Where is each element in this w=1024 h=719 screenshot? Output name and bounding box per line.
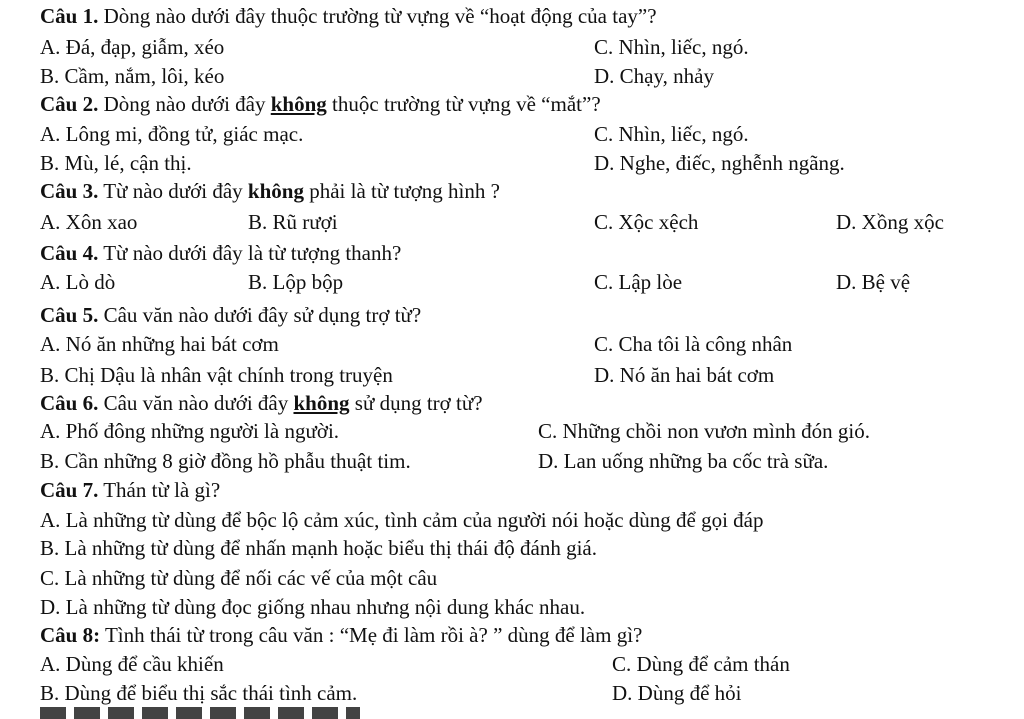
question-2-option-a: A. Lông mi, đồng tử, giác mạc. bbox=[40, 122, 304, 146]
question-1-text: Dòng nào dưới đây thuộc trường từ vựng về “hoạt động của tay”? bbox=[98, 4, 657, 28]
question-3-number: Câu 3. bbox=[40, 179, 99, 203]
question-1-options-row-1 bbox=[40, 34, 1024, 61]
question-7-text: Thán từ là gì? bbox=[98, 478, 221, 502]
question-6-title bbox=[40, 390, 1024, 417]
question-3-options-row bbox=[40, 209, 1024, 236]
question-7-option-b: B. Là những từ dùng để nhấn mạnh hoặc biểu thị thái độ đánh giá. bbox=[40, 536, 597, 560]
question-3-text-pre: Từ nào dưới đây bbox=[98, 179, 248, 203]
question-1-title bbox=[40, 3, 1024, 30]
question-3-option-b: B. Rũ rượi bbox=[248, 210, 338, 234]
question-2-options-row-1 bbox=[40, 121, 1024, 148]
question-7-option-a: A. Là những từ dùng để bộc lộ cảm xúc, tình cảm của người nói hoặc dùng để gọi đáp bbox=[40, 508, 764, 532]
question-1-option-c: C. Nhìn, liếc, ngó. bbox=[594, 35, 749, 59]
question-3-title bbox=[40, 178, 1024, 205]
question-4-option-d: D. Bệ vệ bbox=[836, 270, 911, 294]
question-8-option-a: A. Dùng để cầu khiến bbox=[40, 652, 224, 676]
question-6-text-post: sử dụng trợ từ? bbox=[349, 391, 483, 415]
question-5-option-b: B. Chị Dậu là nhân vật chính trong truyện bbox=[40, 363, 393, 387]
question-6-options-row-1 bbox=[40, 418, 1024, 445]
question-8-options-row-1 bbox=[40, 651, 1024, 678]
question-2-number: Câu 2. bbox=[40, 92, 99, 116]
question-6-options-row-2 bbox=[40, 448, 1024, 475]
question-1-option-b: B. Cầm, nắm, lôi, kéo bbox=[40, 64, 225, 88]
question-5-options-row-1 bbox=[40, 331, 1024, 358]
question-2-options-row-2 bbox=[40, 150, 1024, 177]
question-5-options-row-2 bbox=[40, 362, 1024, 389]
question-3-option-a: A. Xôn xao bbox=[40, 210, 138, 234]
question-8-title bbox=[40, 622, 1024, 649]
question-6-text-underlined: không bbox=[293, 391, 350, 415]
question-1-option-d: D. Chạy, nhảy bbox=[594, 64, 714, 88]
question-6-option-a: A. Phố đông những người là người. bbox=[40, 419, 340, 443]
question-5-option-d: D. Nó ăn hai bát cơm bbox=[594, 363, 775, 387]
question-4-option-a: A. Lò dò bbox=[40, 270, 116, 294]
question-7-option-d: D. Là những từ dùng đọc giống nhau nhưng nội dung khác nhau. bbox=[40, 595, 586, 619]
question-7-title bbox=[40, 477, 1024, 504]
question-2-option-c: C. Nhìn, liếc, ngó. bbox=[594, 122, 749, 146]
question-5-option-c: C. Cha tôi là công nhân bbox=[594, 332, 793, 356]
question-4-text: Từ nào dưới đây là từ tượng thanh? bbox=[98, 241, 402, 265]
question-6-option-b: B. Cần những 8 giờ đồng hồ phẫu thuật tim. bbox=[40, 449, 411, 473]
question-8-option-d: D. Dùng để hỏi bbox=[612, 681, 742, 705]
question-2-title bbox=[40, 91, 1024, 118]
question-2-text-underlined: không bbox=[270, 92, 327, 116]
question-5-option-a: A. Nó ăn những hai bát cơm bbox=[40, 332, 279, 356]
question-2-text-post: thuộc trường từ vựng về “mắt”? bbox=[326, 92, 601, 116]
question-8-option-c: C. Dùng để cảm thán bbox=[612, 652, 790, 676]
question-7-option-a-row bbox=[40, 507, 1024, 534]
question-5-text: Câu văn nào dưới đây sử dụng trợ từ? bbox=[98, 303, 422, 327]
question-4-number: Câu 4. bbox=[40, 241, 99, 265]
question-4-options-row bbox=[40, 269, 1024, 296]
question-6-option-c: C. Những chồi non vươn mình đón gió. bbox=[538, 419, 870, 443]
question-1-options-row-2 bbox=[40, 63, 1024, 90]
question-3-text-post: phải là từ tượng hình ? bbox=[303, 179, 500, 203]
question-6-text-pre: Câu văn nào dưới đây bbox=[98, 391, 294, 415]
question-2-option-b: B. Mù, lé, cận thị. bbox=[40, 151, 192, 175]
question-8-text: Tình thái từ trong câu văn : “Mẹ đi làm rồi à? ” dùng để làm gì? bbox=[100, 623, 643, 647]
question-5-number: Câu 5. bbox=[40, 303, 99, 327]
question-7-option-c-row bbox=[40, 565, 1024, 592]
question-1-option-a: A. Đá, đạp, giẫm, xéo bbox=[40, 35, 225, 59]
question-4-option-b: B. Lộp bộp bbox=[248, 270, 344, 294]
question-5-title bbox=[40, 302, 1024, 329]
question-8-option-b: B. Dùng để biểu thị sắc thái tình cảm. bbox=[40, 681, 358, 705]
question-3-option-c: C. Xộc xệch bbox=[594, 210, 699, 234]
question-4-option-c: C. Lập lòe bbox=[594, 270, 683, 294]
question-8-number: Câu 8: bbox=[40, 623, 101, 647]
question-1-number: Câu 1. bbox=[40, 4, 99, 28]
question-6-number: Câu 6. bbox=[40, 391, 99, 415]
question-8-options-row-2 bbox=[40, 680, 1024, 707]
question-7-option-d-row bbox=[40, 594, 1024, 621]
question-6-option-d: D. Lan uống những ba cốc trà sữa. bbox=[538, 449, 829, 473]
question-7-option-c: C. Là những từ dùng để nối các vế của một câu bbox=[40, 566, 438, 590]
question-3-option-d: D. Xồng xộc bbox=[836, 210, 944, 234]
question-7-option-b-row bbox=[40, 535, 1024, 562]
question-2-text-pre: Dòng nào dưới đây bbox=[98, 92, 271, 116]
question-7-number: Câu 7. bbox=[40, 478, 99, 502]
question-3-text-bold: không bbox=[247, 179, 304, 203]
question-2-option-d: D. Nghe, điếc, nghễnh ngãng. bbox=[594, 151, 845, 175]
cut-off-text-line bbox=[40, 707, 360, 719]
question-4-title bbox=[40, 240, 1024, 267]
